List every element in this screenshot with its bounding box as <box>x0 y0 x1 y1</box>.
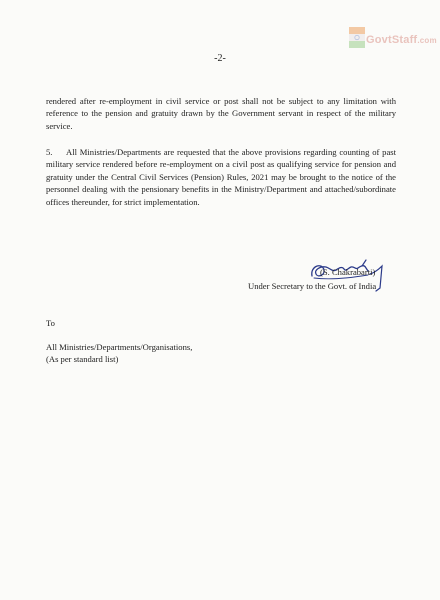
flag-badge-icon <box>348 26 366 52</box>
watermark-text: GovtStaff.com <box>366 34 437 46</box>
paragraph-5 <box>46 146 396 208</box>
paragraph-number: 5. <box>46 147 53 157</box>
signatory-name: (S. Chakrabarti) <box>320 267 376 277</box>
addressee-line: (As per standard list) <box>46 353 119 364</box>
paragraph-text: All Ministries/Departments are requested that the above provisions regarding counting of past military service rendered before re-employment on a civil post as qualifying service for pension and gratuity under the Central Civil Services (Pension) Rules, 2021 may be brought to the notice of the personnel dealing with the pensionary benefits in the Ministry/Department and attached/subordinate offices thereunder, for strict implementation. <box>46 147 396 207</box>
paragraph-continuation: rendered after re-employment in civil service or post shall not be subject to any limitation with reference to the pension and gratuity drawn by the Government servant in respect of the military service. <box>46 96 396 131</box>
page-number: -2- <box>214 53 226 64</box>
addressee-block <box>46 342 192 365</box>
addressee-line: All Ministries/Departments/Organisations, <box>46 342 193 352</box>
signatory-designation: Under Secretary to the Govt. of India <box>248 281 377 291</box>
to-label: To <box>46 318 55 328</box>
